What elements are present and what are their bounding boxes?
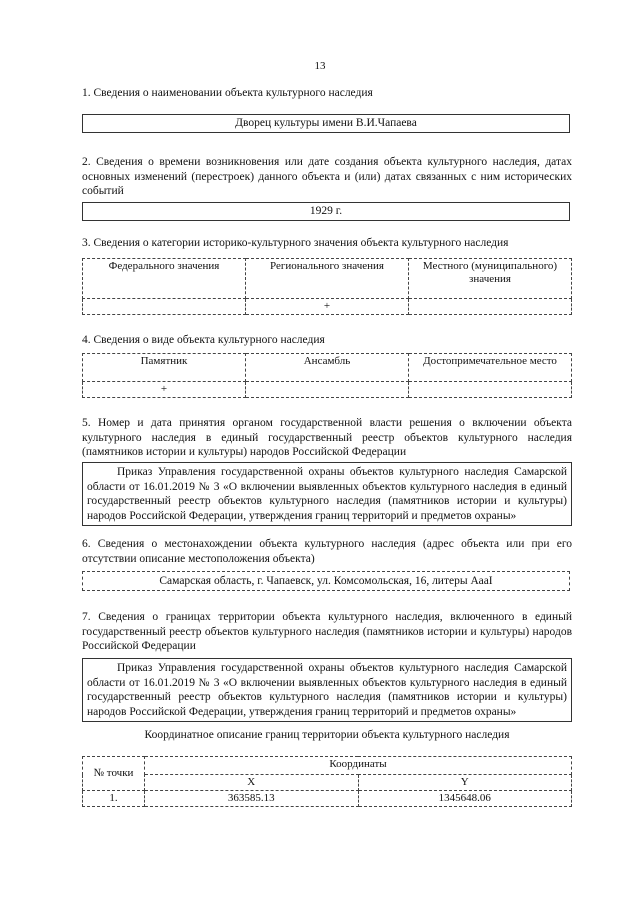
date-box	[82, 202, 570, 221]
type-landmark-header: Достопримечательное место	[409, 354, 572, 382]
section-5-heading: 5. Номер и дата принятия органом государственной власти решения о включении объекта культурного наследия в единый государственный реестр объектов культурного наследия (памятников истории и культуры) народов Российской Федерации	[82, 417, 572, 458]
x-header: X	[145, 775, 359, 791]
type-table	[82, 353, 572, 398]
type-ensemble-mark	[246, 382, 409, 398]
type-monument-mark: +	[83, 382, 246, 398]
section-1-heading: 1. Сведения о наименовании объекта культурного наследия	[82, 87, 373, 99]
coordinates-table	[82, 756, 572, 807]
y-header: Y	[358, 775, 572, 791]
type-ensemble-header: Ансамбль	[246, 354, 409, 382]
section-6-heading: 6. Сведения о местонахождении объекта культурного наследия (адрес объекта или при его отсутствии описание местоположения объекта)	[82, 538, 572, 565]
category-regional-mark: +	[246, 299, 409, 315]
boundaries-order-text: Приказ Управления государственной охраны объектов культурного наследия Самарской области от 16.01.2019 № 3 «О включении выявленных объектов культурного наследия в единый государственный реестр объектов культурного наследия (памятников истории и культуры) народов Российской Федерации, утверждения границ территорий и предметов охраны»	[87, 662, 567, 718]
address-box	[82, 571, 570, 591]
point-number: 1.	[83, 791, 145, 807]
x-value: 363585.13	[145, 791, 359, 807]
section-4-heading: 4. Сведения о виде объекта культурного наследия	[82, 334, 325, 346]
object-name-box	[82, 114, 570, 133]
object-name-value: Дворец культуры имени В.И.Чапаева	[235, 117, 417, 129]
section-7-heading: 7. Сведения о границах территории объекта культурного наследия, включенного в единый государственный реестр объектов культурного наследия (памятников истории и культуры) народов Российской Федерации	[82, 611, 572, 652]
coordinates-title: Координатное описание границ территории объекта культурного наследия	[144, 729, 510, 741]
type-monument-header: Памятник	[83, 354, 246, 382]
category-federal-header: Федерального значения	[83, 259, 246, 299]
category-local-mark	[409, 299, 572, 315]
category-table	[82, 258, 572, 315]
section-2-heading: 2. Сведения о времени возникновения или дате создания объекта культурного наследия, датах основных изменений (перестроек) данного объекта и (или) датах связанных с ним исторических событий	[82, 156, 572, 197]
coordinates-header: Координаты	[145, 757, 572, 775]
registry-order-box	[82, 462, 572, 526]
date-value: 1929 г.	[309, 205, 343, 217]
type-landmark-mark	[409, 382, 572, 398]
category-regional-header: Регионального значения	[246, 259, 409, 299]
y-value: 1345648.06	[358, 791, 572, 807]
section-3-heading: 3. Сведения о категории историко-культурного значения объекта культурного наследия	[82, 237, 509, 249]
registry-order-text: Приказ Управления государственной охраны объектов культурного наследия Самарской области от 16.01.2019 № 3 «О включении выявленных объектов культурного наследия в единый государственный реестр объектов культурного наследия (памятников истории и культуры) народов Российской Федерации, утверждения границ территорий и предметов охраны»	[87, 466, 567, 522]
address-value: Самарская область, г. Чапаевск, ул. Комсомольская, 16, литеры АааI	[159, 575, 493, 587]
point-number-header: № точки	[83, 757, 145, 791]
category-local-header: Местного (муниципального) значения	[409, 259, 572, 299]
page-number: 13	[314, 60, 326, 72]
table-row	[83, 791, 572, 807]
category-federal-mark	[83, 299, 246, 315]
boundaries-order-box	[82, 658, 572, 722]
